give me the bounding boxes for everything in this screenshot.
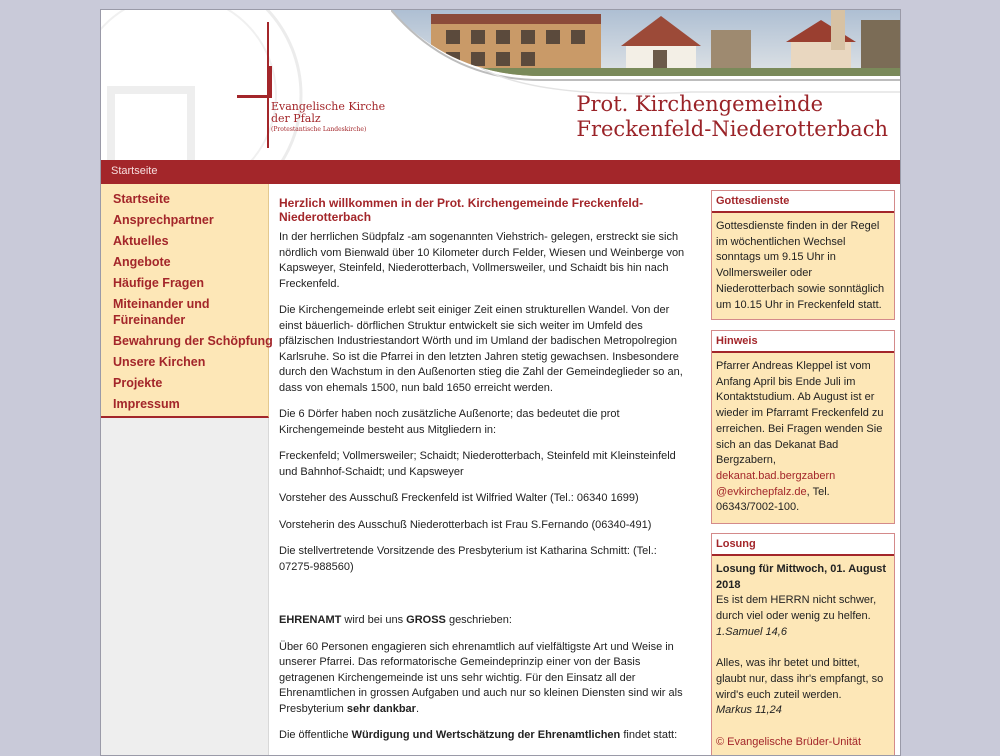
paragraph-wuerdigung xyxy=(279,728,694,744)
landeskirche-logo[interactable] xyxy=(271,101,385,134)
wuerdigung-end: findet statt: xyxy=(620,729,678,741)
logo-line2: der Pfalz xyxy=(271,112,321,125)
site-title-line1: Prot. Kirchengemeinde xyxy=(576,92,823,116)
header xyxy=(101,10,900,160)
paragraph-vorsteher-freckenfeld: Vorsteher des Ausschuß Freckenfeld ist Wilfried Walter (Tel.: 06340 1699) xyxy=(279,492,639,504)
ehrenamt-mid: wird bei uns xyxy=(341,614,407,626)
menu-item-angebote[interactable]: Angebote xyxy=(113,255,171,269)
hinweis-title: Hinweis xyxy=(712,331,894,353)
losung-ref1: 1.Samuel 14,6 xyxy=(716,625,787,638)
losung-verse1: Es ist dem HERRN nicht schwer, durch viel oder wenig zu helfen. xyxy=(716,594,877,623)
logo-cross-horizontal xyxy=(237,95,271,98)
left-column-background xyxy=(101,418,269,756)
menu-item-miteinander[interactable]: Miteinander und Füreinander xyxy=(113,297,210,327)
menu-item-haeufige-fragen[interactable]: Häufige Fragen xyxy=(113,276,204,290)
menu-item-ansprechpartner[interactable]: Ansprechpartner xyxy=(113,213,214,227)
gross-bold: GROSS xyxy=(406,614,446,626)
losung-verse2: Alles, was ihr betet und bittet, glaubt nur, dass ihr's empfangt, so wird's euch zuteil werden. xyxy=(716,657,884,701)
menu-item-bewahrung[interactable]: Bewahrung der Schöpfung xyxy=(113,334,273,348)
breadcrumb-startseite[interactable]: Startseite xyxy=(111,165,158,177)
site-title xyxy=(576,92,888,142)
paragraph-doerfer: Die 6 Dörfer haben noch zusätzliche Außenorte; das bedeutet die prot Kirchengemeinde besteht aus Mitgliedern in: xyxy=(279,408,620,436)
wuerdigung-bold: Würdigung und Wertschätzung der Ehrenamtlichen xyxy=(351,729,621,741)
paragraph-orte: Freckenfeld; Vollmersweiler; Schaidt; Niederotterbach, Steinfeld mit Kleinsteinfeld und Bahnhof-Schaidt; und Kapsweyer xyxy=(279,450,676,478)
hinweis-tel: , Tel. 06343/7002-100. xyxy=(716,485,830,514)
menu-item-aktuelles[interactable]: Aktuelles xyxy=(113,234,169,248)
paragraph-wandel: Die Kirchengemeinde erlebt seit einiger Zeit einen strukturellen Wandel. Von der einst bäuerlich- dörflichen Struktur entwickelt sie sich weiter im Umfeld des pfälzischen Industriestandort Wörth und im Umland der badischen Metropolregion Karlsruhe. So ist die Pfarrei in den letzten Jahren stetig gewachsen. Insbesondere durch den Wachstum in den Außenorten stieg die Zahl der Gemeindeglieder so an, dass von ehemals 1500, nun bald 1650 erreicht werden. xyxy=(279,304,683,394)
page-title: Herzlich willkommen in der Prot. Kirchengemeinde Freckenfeld-Niederotterbach xyxy=(279,196,644,224)
paragraph-intro: In der herrlichen Südpfalz -am sogenannten Viehstrich- gelegen, erstreckt sie sich nördlich vom Bienwald über 10 Kilometer durch Felder, Wiesen und Weinberge von Kapsweyer, Steinfeld, Niederotterbach, Vollmersweiler, und Schaidt bis hin nach Freckenfeld. xyxy=(279,231,685,290)
logo-line3: (Protestantische Landeskirche) xyxy=(271,126,367,133)
menu-item-unsere-kirchen[interactable]: Unsere Kirchen xyxy=(113,355,206,369)
main-content xyxy=(279,196,694,755)
menu-item-projekte[interactable]: Projekte xyxy=(113,376,163,390)
paragraph-ehrenamt xyxy=(279,613,694,629)
wuerdigung-start: Die öffentliche xyxy=(279,729,352,741)
dekanat-email-link[interactable]: dekanat.bad.bergzabern @evkirchepfalz.de xyxy=(716,469,836,498)
engagement-end: . xyxy=(415,702,420,715)
church-seal-watermark xyxy=(101,10,321,160)
ehrenamt-end: geschrieben: xyxy=(445,614,512,626)
paragraph-engagement xyxy=(279,640,694,718)
menu-item-startseite[interactable]: Startseite xyxy=(113,192,170,206)
engagement-text: Über 60 Personen engagieren sich ehrenamtlich auf vielfältigste Art und Weise in unserer Pfarrei. Das reformatorische Gemeindeprinzip einer von der Basis getragenen Kirchengemeinde ist uns sehr wichtig. Für den Einsatz all der Ehrenamtlichen in grossen Aufgaben und auch nur so kleinen Diensten sind wir als Presbyterium xyxy=(279,640,683,715)
breadcrumb-bar xyxy=(101,160,900,184)
main-menu xyxy=(101,184,273,418)
losung-box xyxy=(711,533,895,756)
losung-body xyxy=(712,556,894,754)
hinweis-box xyxy=(711,330,895,524)
page xyxy=(100,9,901,756)
gottesdienste-text: Gottesdienste finden in der Regel im wöchentlichen Wechsel sonntags um 9.15 Uhr in Vollmersweiler oder Niederotterbach sowie sonntäglich um 10.15 Uhr in Freckenfeld statt. xyxy=(716,220,885,311)
paragraph-vorsteherin-niederotterbach: Vorsteherin des Ausschuß Niederotterbach ist Frau S.Fernando (06340-491) xyxy=(279,518,652,531)
hinweis-text: Pfarrer Andreas Kleppel ist vom Anfang April bis Ende Juli im Kontaktstudium. Ab August ist er wieder im Pfarramt Freckenfeld zu erreichen. Bei Fragen wenden Sie sich an das Dekanat Bad Bergzabern, xyxy=(716,360,884,467)
gottesdienste-title: Gottesdienste xyxy=(712,191,894,213)
losung-title: Losung xyxy=(712,534,894,556)
losung-ref2: Markus 11,24 xyxy=(716,704,782,717)
hinweis-body xyxy=(712,353,894,520)
losung-heading: Losung für Mittwoch, 01. August 2018 xyxy=(716,563,887,591)
logo-cross-block xyxy=(267,66,272,98)
ehrenamt-bold: EHRENAMT xyxy=(279,614,342,626)
losung-copyright-link[interactable]: © Evangelische Brüder-Unität xyxy=(716,735,862,748)
paragraph-presbyterium: Die stellvertretende Vorsitzende des Presbyterium ist Katharina Schmitt: (Tel.: 07275-988560) xyxy=(279,545,657,573)
logo-line1: Evangelische Kirche xyxy=(271,100,386,113)
gottesdienste-box xyxy=(711,190,895,320)
menu-item-impressum[interactable]: Impressum xyxy=(113,397,180,411)
dankbar-bold: sehr dankbar xyxy=(346,702,416,715)
site-title-line2: Freckenfeld-Niederotterbach xyxy=(576,117,888,141)
